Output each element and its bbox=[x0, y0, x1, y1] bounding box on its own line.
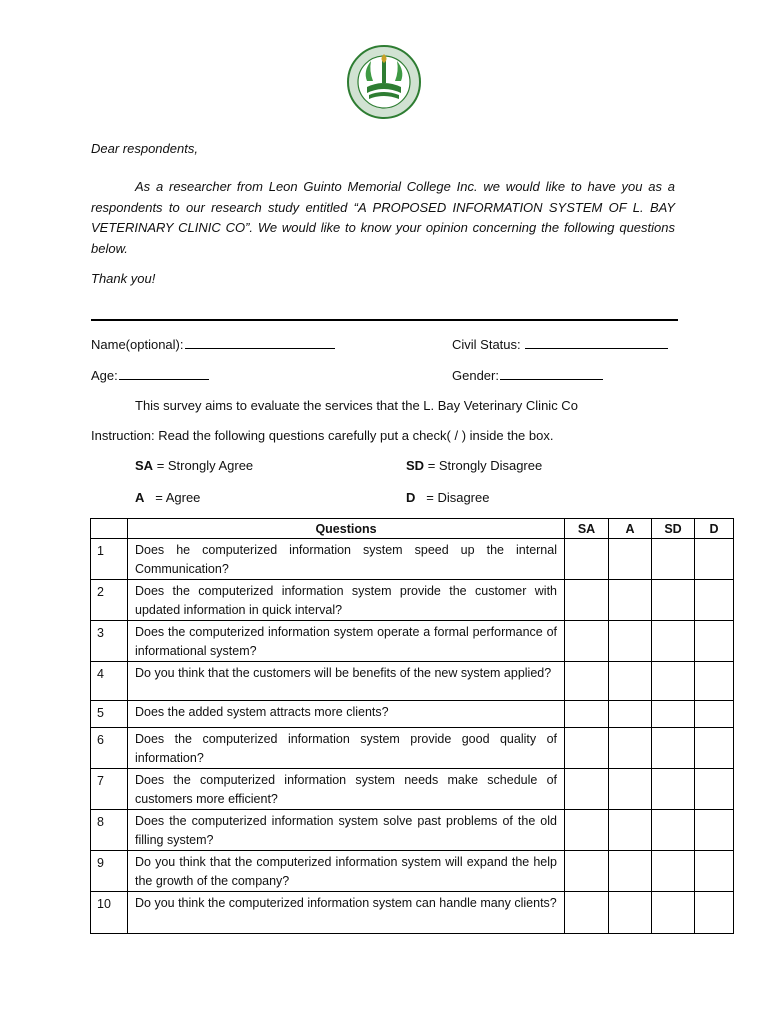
question-text: Does the computerized information system provide the customer with updated information in quick interval? bbox=[128, 580, 565, 621]
sd-checkbox[interactable] bbox=[652, 892, 695, 934]
question-text: Does the computerized information system solve past problems of the old filling system? bbox=[128, 810, 565, 851]
a-checkbox[interactable] bbox=[609, 662, 652, 701]
sa-checkbox[interactable] bbox=[565, 810, 609, 851]
d-checkbox[interactable] bbox=[695, 621, 734, 662]
table-header-row bbox=[91, 519, 734, 539]
gender-label: Gender: bbox=[452, 368, 499, 383]
legend-meaning: = Agree bbox=[155, 490, 201, 505]
section-divider bbox=[91, 319, 678, 321]
d-checkbox[interactable] bbox=[695, 810, 734, 851]
sa-checkbox[interactable] bbox=[565, 769, 609, 810]
sa-checkbox[interactable] bbox=[565, 580, 609, 621]
survey-table bbox=[90, 518, 734, 934]
sd-checkbox[interactable] bbox=[652, 580, 695, 621]
sd-checkbox[interactable] bbox=[652, 728, 695, 769]
row-number: 1 bbox=[91, 539, 128, 580]
college-seal-logo bbox=[347, 45, 421, 119]
question-text: Does he computerized information system speed up the internal Communication? bbox=[128, 539, 565, 580]
question-text: Do you think the computerized information system can handle many clients? bbox=[128, 892, 565, 934]
gender-input-line[interactable] bbox=[500, 366, 603, 380]
a-checkbox[interactable] bbox=[609, 769, 652, 810]
table-row bbox=[91, 892, 734, 934]
instruction-text: Instruction: Read the following questions carefully put a check( / ) inside the box. bbox=[91, 428, 554, 443]
sa-checkbox[interactable] bbox=[565, 701, 609, 728]
table-row bbox=[91, 728, 734, 769]
table-row bbox=[91, 810, 734, 851]
civil-status-label: Civil Status: bbox=[452, 337, 521, 352]
table-row bbox=[91, 621, 734, 662]
legend-meaning: = Strongly Disagree bbox=[427, 458, 543, 473]
age-field bbox=[91, 366, 209, 383]
sa-checkbox[interactable] bbox=[565, 662, 609, 701]
header-sa: SA bbox=[565, 519, 609, 539]
question-text: Does the computerized information system provide good quality of information? bbox=[128, 728, 565, 769]
name-field bbox=[91, 335, 335, 352]
sa-checkbox[interactable] bbox=[565, 851, 609, 892]
sa-checkbox[interactable] bbox=[565, 728, 609, 769]
row-number: 10 bbox=[91, 892, 128, 934]
name-label: Name(optional): bbox=[91, 337, 184, 352]
header-a: A bbox=[609, 519, 652, 539]
d-checkbox[interactable] bbox=[695, 539, 734, 580]
d-checkbox[interactable] bbox=[695, 769, 734, 810]
sd-checkbox[interactable] bbox=[652, 539, 695, 580]
row-number: 4 bbox=[91, 662, 128, 701]
legend-code: D bbox=[406, 490, 416, 505]
civil-status-input-line[interactable] bbox=[525, 335, 668, 349]
civil-status-field bbox=[452, 335, 668, 352]
table-row bbox=[91, 851, 734, 892]
header-number bbox=[91, 519, 128, 539]
sa-checkbox[interactable] bbox=[565, 621, 609, 662]
question-text: Does the added system attracts more clients? bbox=[128, 701, 565, 728]
legend-strongly-agree bbox=[135, 458, 253, 473]
a-checkbox[interactable] bbox=[609, 728, 652, 769]
sd-checkbox[interactable] bbox=[652, 851, 695, 892]
a-checkbox[interactable] bbox=[609, 621, 652, 662]
legend-code: A bbox=[135, 490, 145, 505]
table-row bbox=[91, 580, 734, 621]
legend-meaning: = Disagree bbox=[426, 490, 490, 505]
row-number: 8 bbox=[91, 810, 128, 851]
a-checkbox[interactable] bbox=[609, 810, 652, 851]
d-checkbox[interactable] bbox=[695, 892, 734, 934]
sd-checkbox[interactable] bbox=[652, 662, 695, 701]
row-number: 3 bbox=[91, 621, 128, 662]
a-checkbox[interactable] bbox=[609, 580, 652, 621]
age-input-line[interactable] bbox=[119, 366, 209, 380]
sd-checkbox[interactable] bbox=[652, 701, 695, 728]
table-row bbox=[91, 701, 734, 728]
legend-strongly-disagree bbox=[406, 458, 542, 473]
a-checkbox[interactable] bbox=[609, 539, 652, 580]
row-number: 9 bbox=[91, 851, 128, 892]
sd-checkbox[interactable] bbox=[652, 621, 695, 662]
name-input-line[interactable] bbox=[185, 335, 335, 349]
legend-code: SD bbox=[406, 458, 425, 473]
table-row bbox=[91, 539, 734, 580]
d-checkbox[interactable] bbox=[695, 728, 734, 769]
d-checkbox[interactable] bbox=[695, 580, 734, 621]
letter-body: As a researcher from Leon Guinto Memorial College Inc. we would like to have you as a respondents to our research study entitled “A PROPOSED INFORMATION SYSTEM OF L. BAY VETERINARY CLINIC CO”. We would like to know your opinion concerning the following questions below. bbox=[91, 179, 675, 256]
sd-checkbox[interactable] bbox=[652, 810, 695, 851]
sd-checkbox[interactable] bbox=[652, 769, 695, 810]
a-checkbox[interactable] bbox=[609, 851, 652, 892]
a-checkbox[interactable] bbox=[609, 892, 652, 934]
legend-disagree bbox=[406, 490, 489, 505]
d-checkbox[interactable] bbox=[695, 662, 734, 701]
torch-icon bbox=[382, 61, 386, 83]
a-checkbox[interactable] bbox=[609, 701, 652, 728]
letter-greeting: Dear respondents, bbox=[91, 141, 198, 156]
table-row bbox=[91, 662, 734, 701]
question-text: Does the computerized information system needs make schedule of customers more efficient? bbox=[128, 769, 565, 810]
sa-checkbox[interactable] bbox=[565, 892, 609, 934]
question-text: Do you think that the computerized information system will expand the help the growth of the company? bbox=[128, 851, 565, 892]
gender-field bbox=[452, 366, 603, 383]
survey-aim-text: This survey aims to evaluate the services that the L. Bay Veterinary Clinic Co bbox=[135, 398, 578, 413]
letter-closing: Thank you! bbox=[91, 271, 156, 286]
age-label: Age: bbox=[91, 368, 118, 383]
question-text: Does the computerized information system operate a formal performance of informational system? bbox=[128, 621, 565, 662]
question-text: Do you think that the customers will be benefits of the new system applied? bbox=[128, 662, 565, 701]
row-number: 6 bbox=[91, 728, 128, 769]
d-checkbox[interactable] bbox=[695, 701, 734, 728]
row-number: 7 bbox=[91, 769, 128, 810]
row-number: 5 bbox=[91, 701, 128, 728]
legend-agree bbox=[135, 490, 200, 505]
legend-meaning: = Strongly Agree bbox=[156, 458, 254, 473]
header-sd: SD bbox=[652, 519, 695, 539]
sa-checkbox[interactable] bbox=[565, 539, 609, 580]
legend-code: SA bbox=[135, 458, 154, 473]
row-number: 2 bbox=[91, 580, 128, 621]
header-questions: Questions bbox=[128, 519, 565, 539]
header-d: D bbox=[695, 519, 734, 539]
table-row bbox=[91, 769, 734, 810]
d-checkbox[interactable] bbox=[695, 851, 734, 892]
